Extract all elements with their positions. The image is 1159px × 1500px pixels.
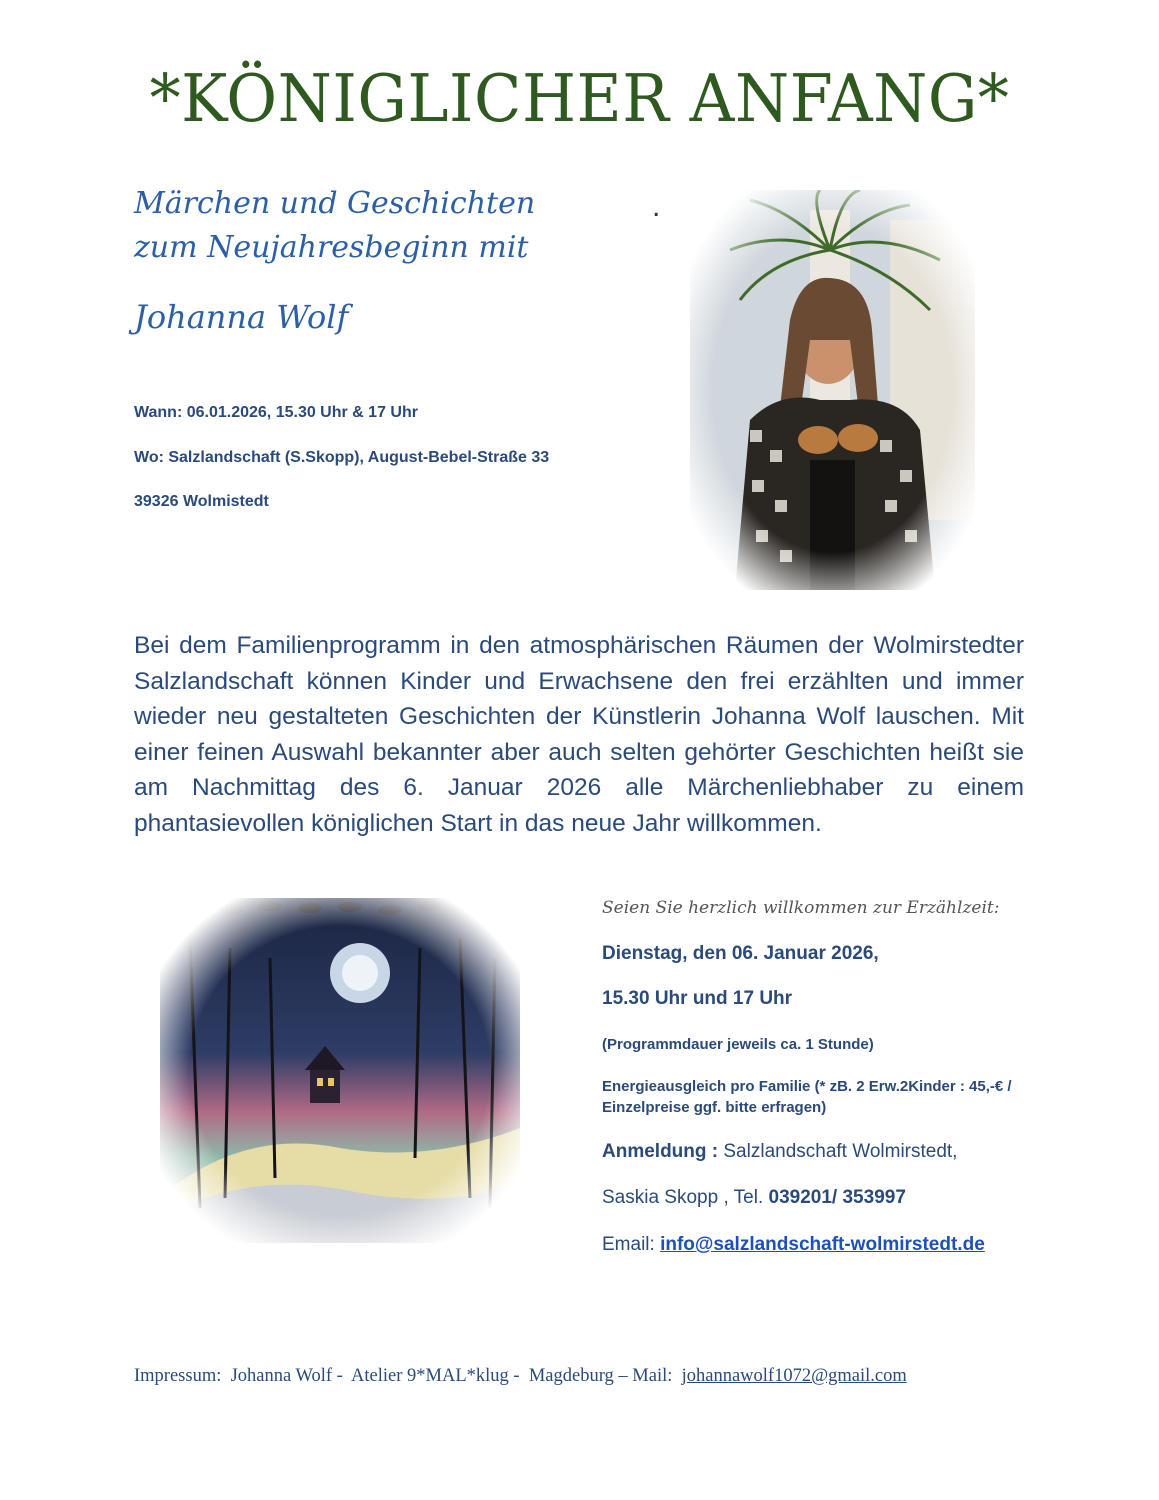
subtitle-dot: . bbox=[652, 190, 661, 223]
contact-phone: 039201/ 353997 bbox=[768, 1187, 906, 1208]
registration bbox=[602, 1141, 957, 1163]
welcome-text: Seien Sie herzlich willkommen zur Erzählzeit: bbox=[602, 898, 1000, 918]
email-row bbox=[602, 1234, 985, 1256]
footer-impressum bbox=[134, 1366, 907, 1387]
contact-name: Saskia Skopp , Tel. bbox=[602, 1187, 769, 1208]
contact bbox=[602, 1187, 906, 1209]
event-fee: Energieausgleich pro Familie (* zB. 2 Erw.2Kinder : 45,-€ / Einzelpreise ggf. bitte erfragen) bbox=[602, 1078, 1012, 1116]
footer-email-link[interactable]: johannawolf1072@gmail.com bbox=[681, 1366, 907, 1386]
event-times: 15.30 Uhr und 17 Uhr bbox=[602, 988, 793, 1009]
event-city: 39326 Wolmistedt bbox=[134, 493, 269, 510]
fairytale-painting bbox=[160, 898, 520, 1243]
event-when: Wann: 06.01.2026, 15.30 Uhr & 17 Uhr bbox=[134, 404, 418, 421]
subtitle-line1: Märchen und Geschichten bbox=[134, 186, 536, 221]
artist-name: Johanna Wolf bbox=[134, 298, 349, 336]
registration-label: Anmeldung : bbox=[602, 1141, 719, 1162]
email-label: Email: bbox=[602, 1234, 661, 1255]
footer-text: Impressum: Johanna Wolf - Atelier 9*MAL*klug - Magdeburg – Mail: bbox=[134, 1366, 682, 1386]
subtitle-line2: zum Neujahresbeginn mit bbox=[134, 230, 529, 265]
page-title: *KÖNIGLICHER ANFANG* bbox=[149, 60, 1010, 137]
event-date: Dienstag, den 06. Januar 2026, bbox=[602, 943, 879, 964]
artist-photo bbox=[690, 190, 975, 590]
email-link[interactable]: info@salzlandschaft-wolmirstedt.de bbox=[660, 1234, 985, 1255]
event-duration: (Programmdauer jeweils ca. 1 Stunde) bbox=[602, 1036, 874, 1053]
description-paragraph: Bei dem Familienprogramm in den atmosphärischen Räumen der Wolmirstedter Salzlandschaft können Kinder und Erwachsene den frei erzählten und immer wieder neu gestalteten Geschichten der Künstlerin Johanna Wolf lauschen. Mit einer feinen Auswahl bekannter aber auch selten gehörter Geschichten heißt sie am Nachmittag des 6. Januar 2026 alle Märchenliebhaber zu einem phantasievollen königlichen Start in das neue Jahr willkommen. bbox=[134, 632, 1024, 837]
event-where: Wo: Salzlandschaft (S.Skopp), August-Bebel-Straße 33 bbox=[134, 449, 550, 466]
registration-value: Salzlandschaft Wolmirstedt, bbox=[718, 1141, 958, 1162]
